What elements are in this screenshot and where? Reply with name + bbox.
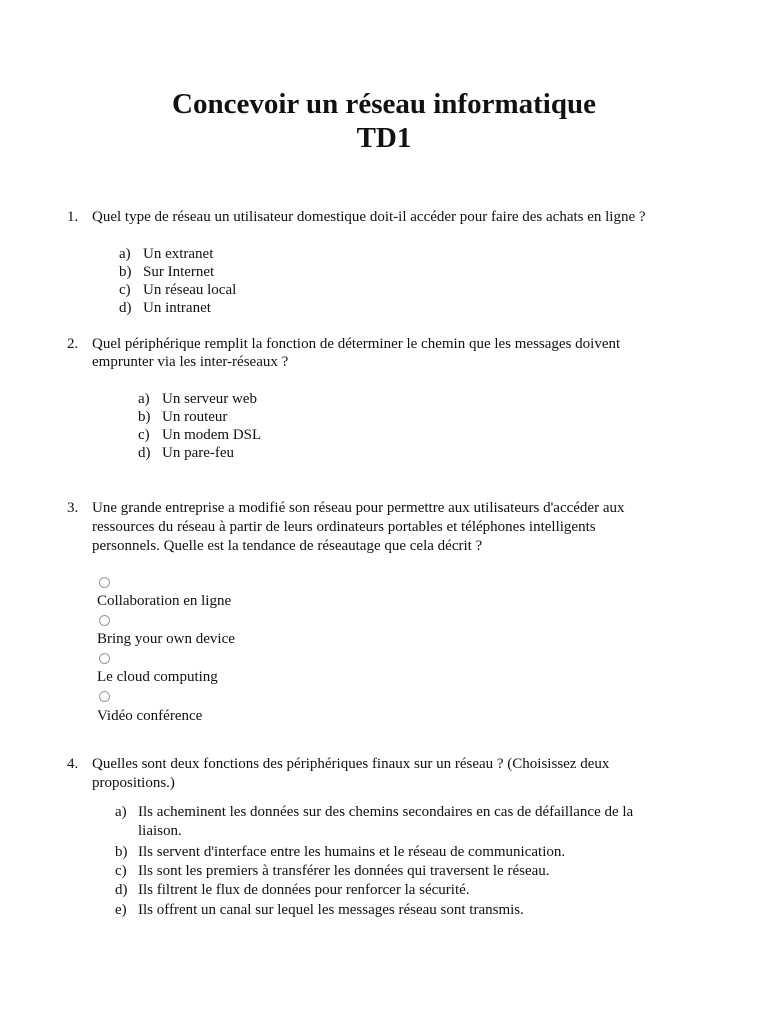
- question-3-text-line2: ressources du réseau à partir de leurs ordinateurs portables et téléphones intelligents: [92, 519, 596, 535]
- option-label: a): [138, 391, 150, 407]
- question-2-text-line2: emprunter via les inter-réseaux ?: [92, 354, 289, 370]
- radio-button[interactable]: [99, 691, 110, 702]
- option-text: Ils sont les premiers à transférer les données qui traversent le réseau.: [138, 863, 550, 879]
- option-text: Un intranet: [143, 300, 211, 316]
- question-2-text-line1: Quel périphérique remplit la fonction de déterminer le chemin que les messages doivent: [92, 336, 621, 352]
- question-1-option-b: [119, 263, 214, 281]
- option-text: Un pare-feu: [162, 445, 235, 461]
- option-label: d): [115, 882, 128, 898]
- question-4-option-a: [115, 803, 675, 841]
- radio-label: Le cloud computing: [97, 669, 218, 685]
- question-3-text-line3: personnels. Quelle est la tendance de réseautage que cela décrit ?: [92, 538, 483, 554]
- option-label: c): [138, 427, 150, 443]
- option-text: Un routeur: [162, 409, 228, 425]
- question-2-option-b: [138, 408, 227, 426]
- question-4-option-d: [115, 881, 470, 899]
- radio-button[interactable]: [99, 577, 110, 588]
- question-1-option-d: [119, 299, 211, 317]
- option-text: Un extranet: [143, 246, 214, 262]
- question-3-number: 3.: [67, 500, 79, 516]
- question-4-number: 4.: [67, 756, 79, 772]
- option-label: b): [138, 409, 151, 425]
- option-text: Ils servent d'interface entre les humains et le réseau de communication.: [138, 844, 566, 860]
- option-text: Un modem DSL: [162, 427, 262, 443]
- option-label: b): [119, 264, 132, 280]
- option-text: Un serveur web: [162, 391, 257, 407]
- question-1-number: 1.: [67, 209, 79, 225]
- option-label: b): [115, 844, 128, 860]
- radio-button[interactable]: [99, 653, 110, 664]
- option-label: a): [115, 804, 127, 820]
- question-4-option-b: [115, 843, 565, 861]
- option-label: c): [119, 282, 131, 298]
- document-subtitle: TD1: [356, 122, 412, 154]
- option-label: a): [119, 246, 131, 262]
- option-label: e): [115, 902, 127, 918]
- question-4-text-line1: Quelles sont deux fonctions des périphériques finaux sur un réseau ? (Choisissez deux: [92, 756, 610, 772]
- document-title: Concevoir un réseau informatique: [172, 88, 596, 120]
- option-label: d): [138, 445, 151, 461]
- option-text: Sur Internet: [143, 264, 215, 280]
- question-1-option-a: [119, 245, 213, 263]
- radio-button[interactable]: [99, 615, 110, 626]
- question-4-option-e: [115, 901, 524, 919]
- option-text: Ils acheminent les données sur des chemins secondaires en cas de défaillance de la liaison.: [138, 804, 634, 839]
- option-label: c): [115, 863, 127, 879]
- question-2-option-c: [138, 426, 261, 444]
- question-3-text-line1: Une grande entreprise a modifié son réseau pour permettre aux utilisateurs d'accéder aux: [92, 500, 625, 516]
- option-text: Ils filtrent le flux de données pour renforcer la sécurité.: [138, 882, 470, 898]
- question-2-option-a: [138, 390, 257, 408]
- question-1-text: Quel type de réseau un utilisateur domestique doit-il accéder pour faire des achats en ligne ?: [92, 209, 646, 225]
- option-text: Ils offrent un canal sur lequel les messages réseau sont transmis.: [138, 902, 524, 918]
- question-2-number: 2.: [67, 336, 79, 352]
- question-1-option-c: [119, 281, 236, 299]
- option-label: d): [119, 300, 132, 316]
- radio-label: Collaboration en ligne: [97, 593, 232, 609]
- radio-label: Bring your own device: [97, 631, 235, 647]
- option-text: Un réseau local: [143, 282, 237, 298]
- question-4-text-line2: propositions.): [92, 775, 175, 791]
- radio-label: Vidéo conférence: [97, 708, 203, 724]
- question-2-option-d: [138, 444, 234, 462]
- question-4-option-c: [115, 862, 550, 880]
